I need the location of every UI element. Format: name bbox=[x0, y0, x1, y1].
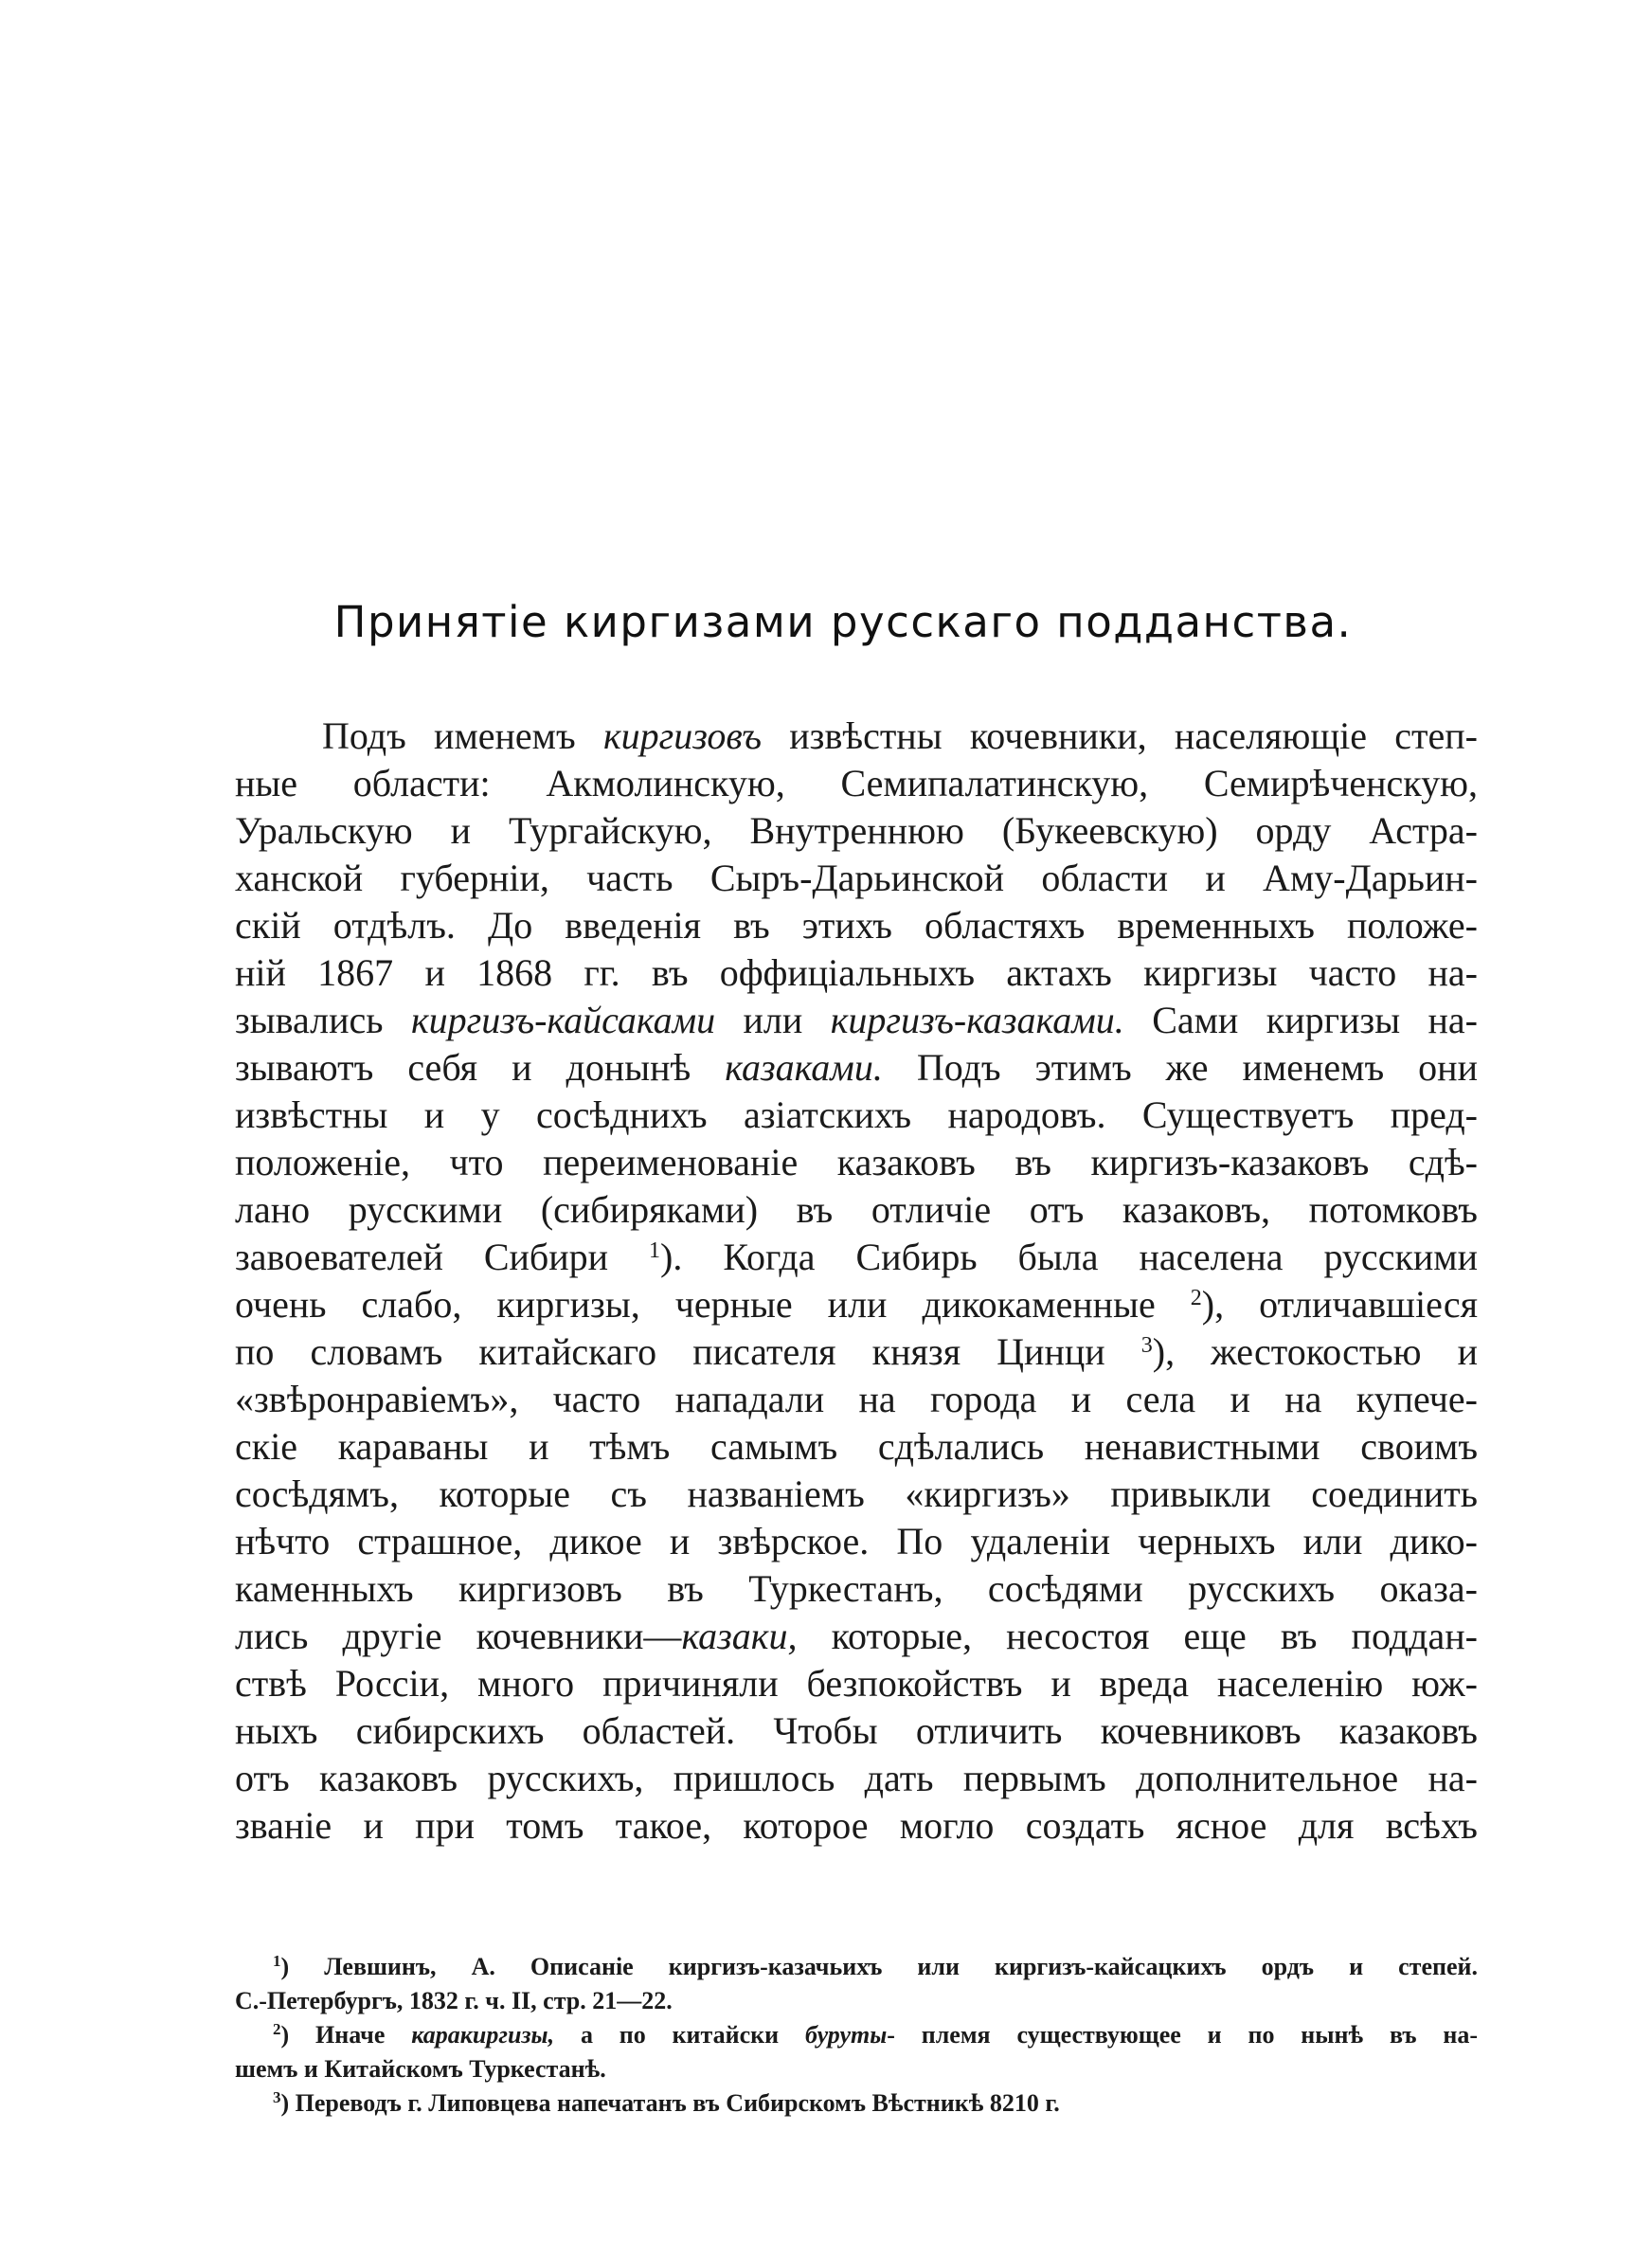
text-run: ) Левшинъ, А. Описаніе киргизъ-казачьихъ или киргизъ-кайсацкихъ ордъ и степей. bbox=[280, 1953, 1478, 1980]
text-run: ханской губерніи, часть Сыръ-Дарьинской области и Аму-Дарьин- bbox=[235, 857, 1478, 899]
text-line bbox=[235, 1186, 1478, 1234]
text-run: или bbox=[715, 999, 831, 1041]
text-run: отъ казаковъ русскихъ, пришлось дать первымъ дополнительное на- bbox=[235, 1757, 1478, 1799]
text-run: - племя существующее и по нынѣ въ на- bbox=[887, 2021, 1478, 2049]
footnote-marker: 2 bbox=[273, 2020, 281, 2038]
footnote-line bbox=[235, 1950, 1478, 1984]
text-run: завоевателей Сибири bbox=[235, 1236, 650, 1278]
text-run: ). Когда Сибирь была населена русскими bbox=[660, 1236, 1478, 1278]
italic-term: киргизъ-казаками. bbox=[830, 999, 1124, 1041]
italic-term: буруты bbox=[804, 2021, 888, 2049]
text-run: зывались bbox=[235, 999, 411, 1041]
text-run: ствѣ Россіи, много причиняли безпокойствъ и вреда населенію юж- bbox=[235, 1662, 1478, 1705]
text-line bbox=[235, 1423, 1478, 1471]
text-run: званіе и при томъ такое, которое могло создать ясное для всѣхъ bbox=[235, 1804, 1478, 1847]
text-run: ), отличавшіеся bbox=[1201, 1283, 1478, 1326]
text-run: ) Переводъ г. Липовцева напечатанъ въ Сибирскомъ Вѣстникѣ 8210 г. bbox=[280, 2089, 1060, 2117]
text-run: ній 1867 и 1868 гг. въ оффиціальныхъ актахъ киргизы часто на- bbox=[235, 951, 1478, 994]
text-line bbox=[235, 807, 1478, 855]
text-run: лись другіе кочевники— bbox=[235, 1615, 682, 1657]
text-run: зываютъ себя и донынѣ bbox=[235, 1046, 726, 1089]
footnote bbox=[235, 1950, 1478, 2018]
text-run: ) Иначе bbox=[280, 2021, 412, 2049]
footnote bbox=[235, 2018, 1478, 2086]
text-run: Уральскую и Тургайскую, Внутреннюю (Букеевскую) орду Астра- bbox=[235, 809, 1478, 852]
text-line bbox=[235, 713, 1478, 760]
text-run: шемъ и Китайскомъ Туркестанѣ. bbox=[235, 2055, 606, 2083]
page-title: Принятіе киргизами русскаго подданства. bbox=[333, 597, 1353, 647]
text-line bbox=[235, 1755, 1478, 1802]
text-run: ), жестокостью и bbox=[1152, 1330, 1478, 1373]
italic-term: киргизовъ bbox=[602, 714, 762, 757]
text-line bbox=[235, 949, 1478, 997]
body-paragraph bbox=[235, 713, 1478, 1850]
text-line bbox=[235, 1376, 1478, 1423]
text-line bbox=[235, 1234, 1478, 1281]
text-run: Подъ этимъ же именемъ они bbox=[882, 1046, 1478, 1089]
text-line bbox=[235, 1139, 1478, 1186]
text-run: Подъ именемъ bbox=[322, 714, 603, 757]
text-run: С.-Петербургъ, 1832 г. ч. II, стр. 21—22. bbox=[235, 1987, 673, 2014]
text-run: по словамъ китайскаго писателя князя Цинци bbox=[235, 1330, 1141, 1373]
text-line bbox=[235, 1328, 1478, 1376]
text-run: скіе караваны и тѣмъ самымъ сдѣлались ненавистными своимъ bbox=[235, 1425, 1478, 1468]
text-line bbox=[235, 1044, 1478, 1092]
footnote-line bbox=[235, 1984, 1478, 2018]
footnote-line bbox=[235, 2052, 1478, 2086]
text-run: которые, несостоя еще въ поддан- bbox=[797, 1615, 1478, 1657]
footnote bbox=[235, 2086, 1478, 2121]
text-run: нѣчто страшное, дикое и звѣрское. По удаленіи черныхъ или дико- bbox=[235, 1520, 1478, 1562]
text-run: а по китайски bbox=[554, 2021, 805, 2049]
text-run: извѣстны кочевники, населяющіе степ- bbox=[761, 714, 1478, 757]
text-line bbox=[235, 902, 1478, 949]
footnote-marker: 1 bbox=[649, 1238, 661, 1263]
text-line bbox=[235, 1092, 1478, 1139]
footnote-marker: 1 bbox=[273, 1952, 281, 1970]
footnote-marker: 3 bbox=[1140, 1333, 1153, 1358]
italic-term: казаками. bbox=[725, 1046, 883, 1089]
text-line bbox=[235, 1565, 1478, 1613]
text-run: «звѣронравіемъ», часто нападали на города и села и на купече- bbox=[235, 1378, 1478, 1420]
text-line bbox=[235, 1613, 1478, 1660]
text-run: извѣстны и у сосѣднихъ азіатскихъ народовъ. Существуетъ пред- bbox=[235, 1093, 1478, 1136]
text-run: ныхъ сибирскихъ областей. Чтобы отличить кочевниковъ казаковъ bbox=[235, 1709, 1478, 1752]
text-run: положеніе, что переименованіе казаковъ въ киргизъ-казаковъ сдѣ- bbox=[235, 1141, 1478, 1183]
text-run: Сами киргизы на- bbox=[1123, 999, 1478, 1041]
text-line bbox=[235, 1281, 1478, 1328]
text-run: сосѣдямъ, которые съ названіемъ «киргизъ» привыкли соединить bbox=[235, 1472, 1478, 1515]
text-line bbox=[235, 760, 1478, 807]
footnote-line bbox=[235, 2086, 1478, 2121]
text-run: каменныхъ киргизовъ въ Туркестанъ, сосѣдями русскихъ оказа- bbox=[235, 1567, 1478, 1610]
italic-term: казаки, bbox=[681, 1615, 798, 1657]
footnote-line bbox=[235, 2018, 1478, 2052]
text-run: лано русскими (сибиряками) въ отличіе отъ казаковъ, потомковъ bbox=[235, 1188, 1478, 1231]
footnote-marker: 2 bbox=[1190, 1286, 1202, 1310]
footnotes bbox=[235, 1950, 1478, 2121]
footnote-marker: 3 bbox=[273, 2088, 281, 2106]
text-line bbox=[235, 1802, 1478, 1850]
text-run: скій отдѣлъ. До введенія въ этихъ областяхъ временныхъ положе- bbox=[235, 904, 1478, 947]
text-line bbox=[235, 1660, 1478, 1707]
italic-term: каракиргизы, bbox=[411, 2021, 555, 2049]
text-line bbox=[235, 855, 1478, 902]
italic-term: киргизъ-кайсаками bbox=[410, 999, 716, 1041]
text-line bbox=[235, 1471, 1478, 1518]
text-run: очень слабо, киргизы, черные или дикокаменные bbox=[235, 1283, 1191, 1326]
text-line bbox=[235, 1707, 1478, 1755]
text-line bbox=[235, 997, 1478, 1044]
text-line bbox=[235, 1518, 1478, 1565]
text-run: ныe области: Акмолинскую, Семипалатинскую, Семирѣченскую, bbox=[235, 762, 1478, 804]
